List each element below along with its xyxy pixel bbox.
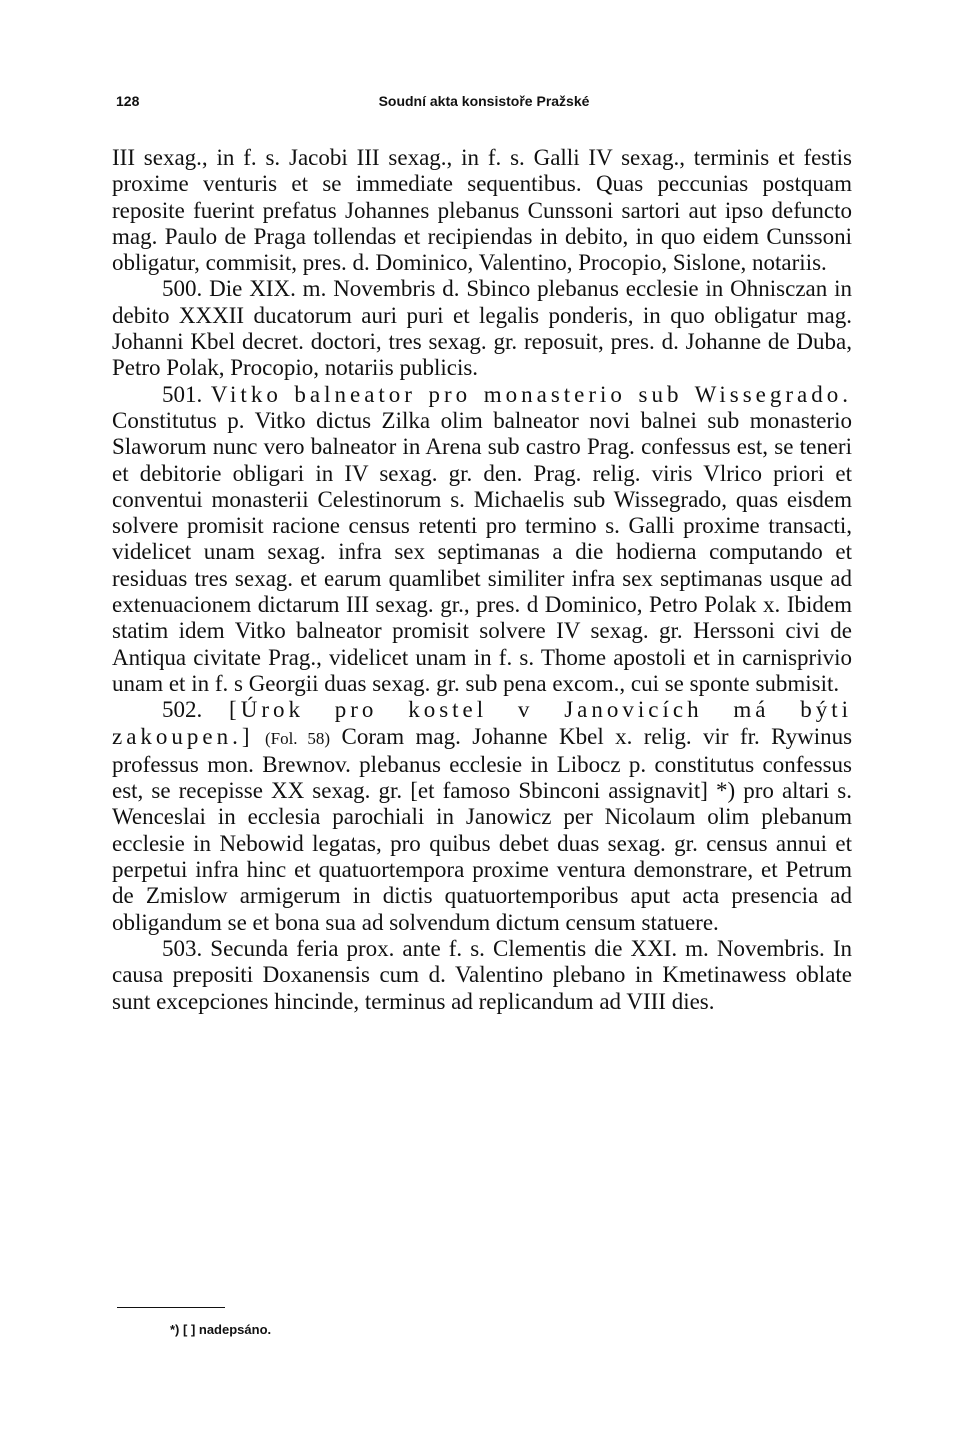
entry-502-folio: (Fol. 58): [264, 728, 331, 748]
entry-500: 500. Die XIX. m. Novembris d. Sbinco plebanus ecclesie in Ohnisczan in debito XXXII ducatorum auri puri et legalis ponderis, in quo obligatur mag. Johanni Kbel decret. doctori, tres sexag. gr. reposuit, pres. d. Johanne de Duba, Petro Polak, Procopio, notariis publicis.: [112, 276, 852, 381]
entry-501: [112, 382, 852, 698]
paragraph-continuation: III sexag., in f. s. Jacobi III sexag., in f. s. Galli IV sexag., terminis et festis proxime venturis et se immediate sequentibus. Quas peccunias postquam reposite fuerint prefatus Johannes plebanus Cunssoni sartori aut ipso defuncto mag. Paulo de Praga tollendas et recipiendas in debito, in quo eidem Cunssoni obligatur, commisit, pres. d. Dominico, Valentino, Procopio, Sislone, notariis.: [112, 145, 852, 276]
entry-502-heading: [Úrok pro kostel v Janovicích má býti zakoupen.]: [112, 697, 853, 749]
footnote-mark: *): [715, 778, 736, 804]
entry-501-text: Constitutus p. Vitko dictus Zilka olim balneator novi balnei sub monasterio Slaworum nunc vero balneator in Arena sub castro Prag. confessus est, se teneri et debitorie obligari in IV sexag. gr. den. Prag. relig. viris Vlrico priori et conventui monasterii Celestinorum s. Michaelis sub Wissegrado, quas eisdem solvere promisit racione census retenti pro termino s. Galli proxime transacti, videlicet unam sexag. infra sex septimanas a die hodierna computando et residuas tres sexag. et earum quamlibet similiter infra sex septimanas usque ad extenuacionem dictarum III sexag. gr., pres. d Dominico, Petro Polak x. Ibidem statim idem Vitko balneator promisit solvere IV sexag. gr. Herssoni civi de Antiqua civitate Prag., videlicet unam in f. s. Thome apostoli et in carnisprivio unam et in f. s Georgii duas sexag. gr. sub pena excom., cui se sponte submisit.: [112, 407, 852, 696]
entry-502-text-a: Coram mag. Johanne Kbel x. relig. vir fr. Rywinus professus mon. Brewnov. plebanus ecclesie in Libocz p. constitutus confessus est, se recepisse XX sexag. gr. [et famoso Sbinconi assignavit]: [112, 723, 853, 804]
footnote-divider: [117, 1307, 225, 1308]
running-title: Soudní akta konsistoře Pražské: [378, 93, 590, 109]
entry-501-heading: Vitko balneator pro monasterio sub Wissegrado.: [210, 381, 852, 407]
main-text: [112, 145, 852, 1015]
entry-502: [112, 697, 852, 936]
entry-503: 503. Secunda feria prox. ante f. s. Clementis die XXI. m. Novembris. In causa prepositi Doxanensis cum d. Valentino plebano in Kmetinawess oblate sunt excepciones hincinde, terminus ad replicandum ad VIII dies.: [112, 935, 852, 1014]
entry-502-number: 502.: [162, 697, 203, 723]
entry-501-number: 501.: [162, 381, 203, 407]
entry-502-text-b: pro altari s. Wenceslai in ecclesia parochiali in Janowicz per Nicolaum olim plebanum ecclesie in Nebowid legatas, pro quibus debet duas sexag. gr. census annui et perpetui infra hinc et quatuortempora proxime ventura demonstrare, et Petrum de Zmislow armigerum in dictis quatuortemporibus aput acta presencia ad obligandum se et bona sua ad solvendum dictum censum statuere.: [112, 778, 853, 935]
page-number: 128: [116, 93, 140, 109]
page-header: [116, 93, 852, 113]
footnote: *) [ ] nadepsáno.: [170, 1322, 272, 1337]
